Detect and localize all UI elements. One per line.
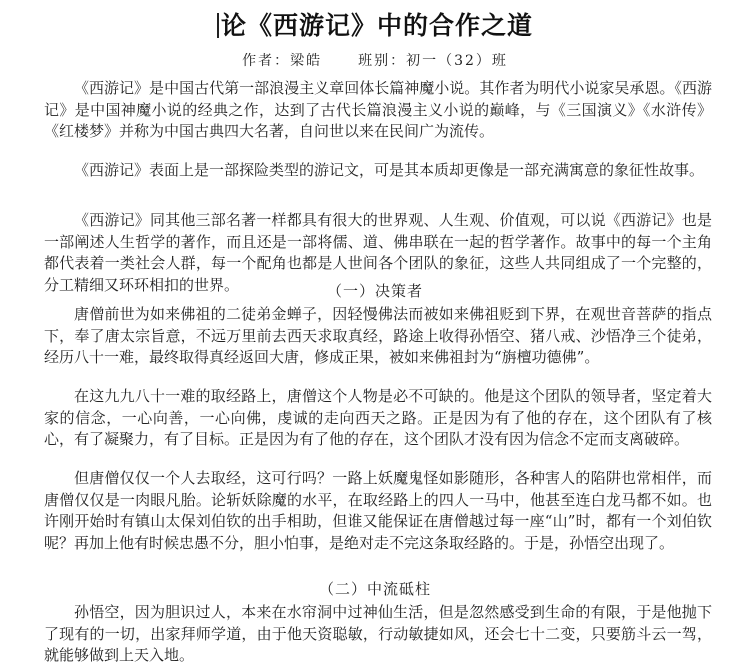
- class-label: 班别：: [358, 53, 407, 69]
- paragraph-sun-wukong: 孙悟空，因为胆识过人，本来在水帘洞中过神仙生活，但是忽然感受到生命的有限，于是他抛下了现有的一切，出家拜师学道，由于他天资聪敏，行动敏捷如风，还会七十二变，只要筋斗云一驾，就能够做到上天入地。: [44, 603, 712, 664]
- document-title-line: [0, 6, 750, 42]
- author-name: 梁皓: [290, 53, 323, 69]
- paragraph-worldview: 《西游记》同其他三部名著一样都具有很大的世界观、人生观、价值观，可以说《西游记》也是一部阐述人生哲学的著作，而且还是一部将儒、道、佛串联在一起的哲学著作。故事中的每一个主角都代表着一类社会人群，每一个配角也都是人世间各个团队的象征，这些人共同组成了一个完整的，分工精细又环环相扣的世界。: [44, 211, 712, 294]
- section-heading-mainstay: （二）中流砥柱: [318, 580, 431, 598]
- paragraph-tang-seng-weakness: 但唐僧仅仅一个人去取经，这可行吗？一路上妖魔鬼怪如影随形，各种害人的陷阱也常相伴，而唐僧仅仅是一肉眼凡胎。论斩妖除魔的水平，在取经路上的四人一马中，他甚至连白龙马都不如。也许刚开始时有镇山太保刘伯钦的出手相助，但谁又能保证在唐僧越过每一座“山”时，都有一个刘伯钦呢？再加上他有时候忠愚不分，胆小怕事，是绝对走不完这条取经路的。于是，孙悟空出现了。: [44, 469, 712, 552]
- author-label: 作者：: [242, 53, 291, 69]
- paragraph-tang-seng-origin: 唐僧前世为如来佛祖的二徒弟金蝉子，因轻慢佛法而被如来佛祖贬到下界，在观世音菩萨的指点下，奉了唐太宗旨意，不远万里前去西天求取真经，路途上收得孙悟空、猪八戒、沙悟净三个徒弟，经历八十一难，最终取得真经返回大唐，修成正果，被如来佛祖封为“旃檀功德佛”。: [44, 305, 712, 366]
- class-name: 初一（32）班: [406, 53, 508, 69]
- paragraph-intro: 《西游记》是中国古代第一部浪漫主义章回体长篇神魔小说。其作者为明代小说家吴承恩。《西游记》是中国神魔小说的经典之作，达到了古代长篇浪漫主义小说的巅峰，与《三国演义》《水浒传》《红楼梦》并称为中国古典四大名著，自问世以来在民间广为流传。: [44, 79, 712, 140]
- section-heading-decision-maker: （一）决策者: [326, 282, 423, 300]
- paragraph-nature: 《西游记》表面上是一部探险类型的游记文，可是其本质却更像是一部充满寓意的象征性故事。: [74, 161, 705, 179]
- document-title: 论《西游记》中的合作之道: [220, 11, 533, 40]
- text-cursor: [217, 13, 219, 38]
- byline: [0, 50, 750, 70]
- paragraph-tang-seng-role: 在这九九八十一难的取经路上，唐僧这个人物是必不可缺的。他是这个团队的领导者，坚定着大家的信念，一心向善，一心向佛，虔诚的走向西天之路。正是因为有了他的存在，这个团队有了核心，有了凝聚力，有了目标。正是因为有了他的存在，这个团队才没有因为信念不定而支离破碎。: [44, 387, 712, 448]
